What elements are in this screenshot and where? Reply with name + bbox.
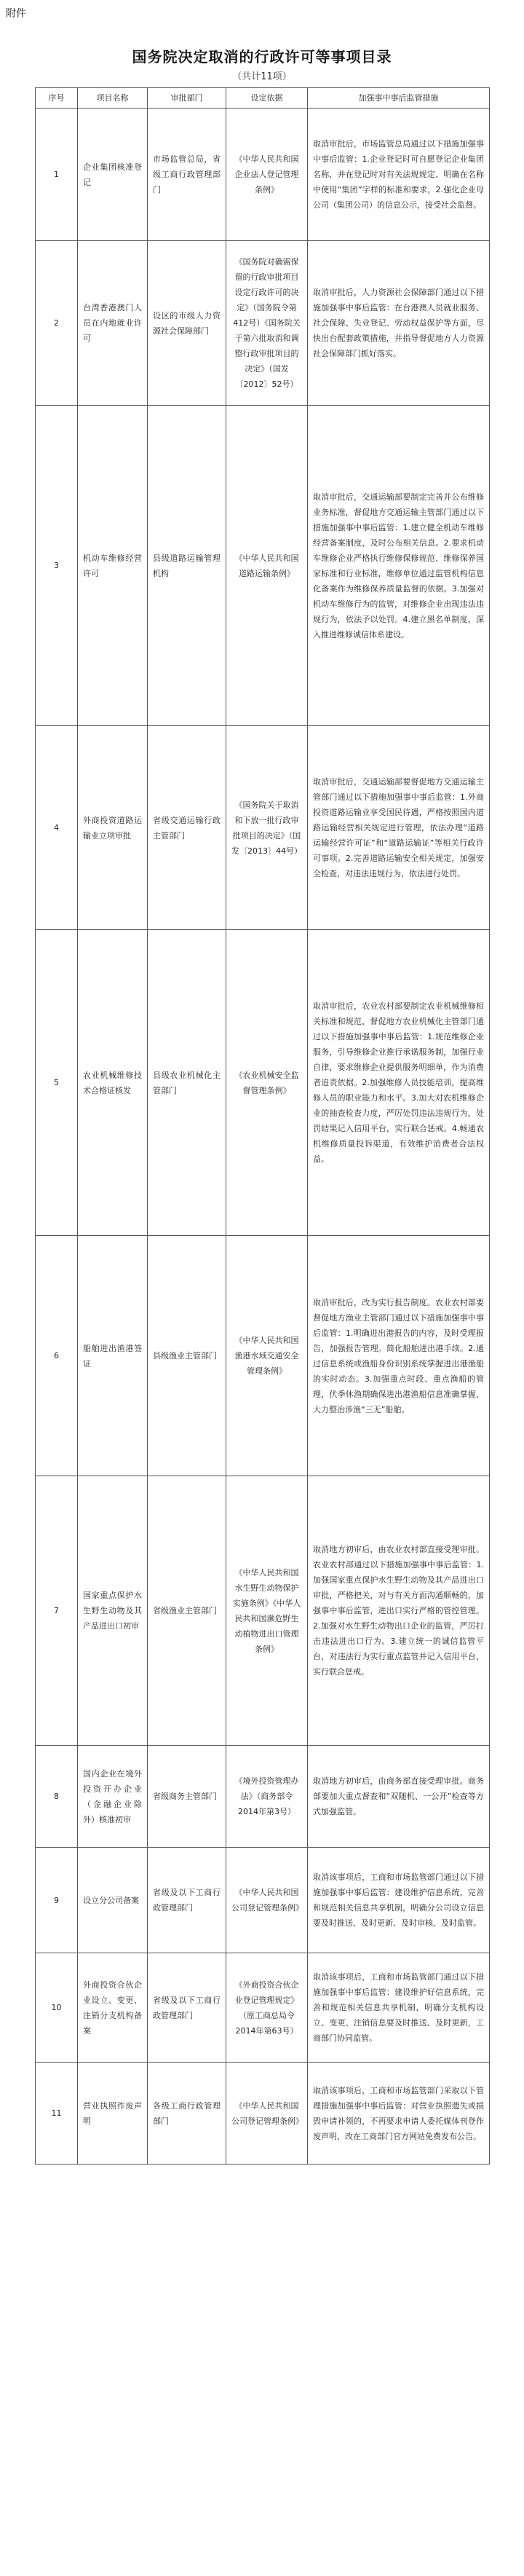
supervision-measures: 取消审批后，农业农村部要制定农业机械维修相关标准和规范，督促地方农业机械化主管部门通过以下措施加强事中事后监管：1.规范维修企业服务，引导维修企业推行承诺服务制，加强行业自律，要求维修企业提供服务明细单，作为消费者追责依据。2.加强维修人员技能培训，提高维修人员的职业能力和水平。3.加大对农机维修企业的抽查检查力度，严厉处罚违法违规行为，处罚结果记入信用平台，实行联合惩戒。4.畅通农机维修质量投诉渠道，有效维护消费者合法权益。 [308, 930, 490, 1236]
header-no: 序号 [36, 88, 78, 109]
row-number: 1 [36, 109, 78, 241]
row-number: 6 [36, 1236, 78, 1476]
table-row [36, 1848, 490, 1953]
approval-dept: 设区的市级人力资源社会保障部门 [148, 241, 226, 406]
table-row [36, 2063, 490, 2165]
row-number: 8 [36, 1746, 78, 1848]
item-name: 国内企业在境外投资开办企业（金融企业除外）核准初审 [78, 1746, 148, 1848]
item-name: 外商投资道路运输业立项审批 [78, 726, 148, 930]
approval-dept: 县级渔业主管部门 [148, 1236, 226, 1476]
legal-basis: 《中华人民共和国道路运输条例》 [226, 406, 308, 726]
row-number: 9 [36, 1848, 78, 1953]
supervision-measures: 取消地方初审后，由农业农村部直接受理审批。农业农村部通过以下措施加强事中事后监管：1.加强国家重点保护水生野生动物及其产品进出口审批，严格把关，对与有关方面沟通顺畅的，加强事中事后监管，进出口实行严格的管控管理。2.加强对水生野生动物出口企业的监管，严厉打击违法进出口行为。3.建立统一的诚信监管平台，对违法行为实行重点监管并记入信用平台，实行联合惩戒。 [308, 1476, 490, 1746]
legal-basis: 《国务院关于取消和下放一批行政审批项目的决定》（国发〔2013〕44号） [226, 726, 308, 930]
header-item-name: 项目名称 [78, 88, 148, 109]
item-name: 船舶进出渔港签证 [78, 1236, 148, 1476]
supervision-measures: 取消审批后，市场监管总局通过以下措施加强事中事后监管：1.企业登记时可自愿登记企业集团名称，并在登记时对有关法规规定、明确在名称中使用“集团”字样的标准和要求，2.强化企业母公司（集团公司）的信息公示，接受社会监督。 [308, 109, 490, 241]
item-name: 营业执照作废声明 [78, 2063, 148, 2165]
legal-basis: 《中华人民共和国渔港水域交通安全管理条例》 [226, 1236, 308, 1476]
table-row [36, 1236, 490, 1476]
item-name: 国家重点保护水生野生动物及其产品进出口初审 [78, 1476, 148, 1746]
approval-dept: 省级及以下工商行政管理部门 [148, 1953, 226, 2063]
row-number: 2 [36, 241, 78, 406]
supervision-measures: 取消审批后，交通运输部要督促地方交通运输主管部门通过以下措施加强事中事后监管：1.外商投资道路运输业享受国民待遇，严格按照国内道路运输经营相关规定进行管理，依法办理“道路运输经营许可证”和“道路运输证”等相关行政许可事项。2.完善道路运输安全相关规定，加强安全检查，对违法违规行为，依法进行处罚。 [308, 726, 490, 930]
attachment-label: 附件 [6, 8, 26, 20]
approval-dept: 各级工商行政管理部门 [148, 2063, 226, 2165]
table-row [36, 1953, 490, 2063]
row-number: 7 [36, 1476, 78, 1746]
approval-dept: 县级农业机械化主管部门 [148, 930, 226, 1236]
table-header-row [36, 88, 490, 109]
approval-dept: 市场监管总局，省级工商行政管理部门 [148, 109, 226, 241]
supervision-measures: 取消审批后，改为实行报告制度。农业农村部要督促地方渔业主管部门通过以下措施加强事中事后监管：1.明确进出港报告的内容，及时受理报告，加强报告管理。简化船舶进出港手续。2.通过信息系统或渔船身份识别系统掌握进出港渔船的实时动态。3.加强重点时段、重点渔船的管理，伏季休渔期确保进出港渔船信息准确掌握，大力整治涉渔“三无”船舶。 [308, 1236, 490, 1476]
table-row [36, 241, 490, 406]
approval-dept: 省级及以下工商行政管理部门 [148, 1848, 226, 1953]
legal-basis: 《中华人民共和国企业法人登记管理条例》 [226, 109, 308, 241]
supervision-measures: 取消该事项后，工商和市场监管部门通过以下措施加强事中事后监管：建设维护好信息系统，完善和规范相关信息共享机制，明确分支机构设立、变更、注销信息要及时推送、及时更新，工商部门协同监管。 [308, 1953, 490, 2063]
item-name: 设立分公司备案 [78, 1848, 148, 1953]
item-name: 外商投资合伙企业设立、变更、注销分支机构备案 [78, 1953, 148, 2063]
row-number: 4 [36, 726, 78, 930]
items-table [35, 87, 490, 2165]
legal-basis: 《中华人民共和国公司登记管理条例》 [226, 2063, 308, 2165]
header-approval-dept: 审批部门 [148, 88, 226, 109]
legal-basis: 《农业机械安全监督管理条例》 [226, 930, 308, 1236]
legal-basis: 《外商投资合伙企业登记管理规定》（原工商总局令2014年第63号） [226, 1953, 308, 2063]
document-title: 国务院决定取消的行政许可等事项目录 [132, 48, 392, 66]
approval-dept: 县级道路运输管理机构 [148, 406, 226, 726]
header-supervision-measures: 加强事中事后监管措施 [308, 88, 490, 109]
table-row [36, 1476, 490, 1746]
row-number: 5 [36, 930, 78, 1236]
supervision-measures: 取消审批后，人力资源社会保障部门通过以下措施加强事中事后监管：在台港澳人员就业服务、社会保障、失业登记、劳动权益保护等方面，尽快出台配套政策措施，并指导督促地方人力资源社会保障部门抓好落实。 [308, 241, 490, 406]
table-row [36, 930, 490, 1236]
legal-basis: 《国务院对确需保留的行政审批项目设定行政许可的决定》（国务院令第412号）《国务院关于第六批取消和调整行政审批项目的决定》（国发〔2012〕52号） [226, 241, 308, 406]
approval-dept: 省级渔业主管部门 [148, 1476, 226, 1746]
table-row [36, 726, 490, 930]
supervision-measures: 取消该事项后，工商和市场监管部门通过以下措施加强事中事后监管：建设维护信息系统，完善和规范相关信息共享机制，明确分公司设立信息要及时推送、及时更新、及时审核、及时监管。 [308, 1848, 490, 1953]
approval-dept: 省级商务主管部门 [148, 1746, 226, 1848]
supervision-measures: 取消该事项后，工商和市场监管部门采取以下管理措施加强事中事后监管：对营业执照遗失或损毁申请补领的，不再要求申请人委托媒体刊登作废声明，改在工商部门官方网站免费发布公告。 [308, 2063, 490, 2165]
table-row [36, 1746, 490, 1848]
item-name: 机动车维修经营许可 [78, 406, 148, 726]
row-number: 10 [36, 1953, 78, 2063]
header-legal-basis: 设定依据 [226, 88, 308, 109]
legal-basis: 《境外投资管理办法》（商务部令2014年第3号） [226, 1746, 308, 1848]
document-subtitle: （共计11项） [232, 71, 292, 82]
table-row [36, 109, 490, 241]
table-row [36, 406, 490, 726]
legal-basis: 《中华人民共和国水生野生动物保护实施条例》《中华人民共和国濒危野生动植物进出口管理条例》 [226, 1476, 308, 1746]
approval-dept: 省级交通运输行政主管部门 [148, 726, 226, 930]
supervision-measures: 取消审批后，交通运输部要制定完善并公布维修业务标准，督促地方交通运输主管部门通过以下措施加强事中事后监管：1.建立健全机动车维修经营备案制度，及时公布相关信息。2.要求机动车维修企业严格执行维修保修规范、维修保养国家标准和行业标准，维修单位通过监管机构信息化备案作为维修保养质量监督的依据。3.加强对机动车维修行为的监管，对维修企业出现违法违规行为，依法予以处罚。4.建立黑名单制度，深入推进维修诚信体系建设。 [308, 406, 490, 726]
row-number: 3 [36, 406, 78, 726]
item-name: 农业机械维修技术合格证核发 [78, 930, 148, 1236]
item-name: 企业集团核准登记 [78, 109, 148, 241]
item-name: 台湾香港澳门人员在内地就业许可 [78, 241, 148, 406]
supervision-measures: 取消地方初审后，由商务部直接受理审批。商务部要加大重点督查和“双随机、一公开”检查等方式加强监管。 [308, 1746, 490, 1848]
row-number: 11 [36, 2063, 78, 2165]
legal-basis: 《中华人民共和国公司登记管理条例》 [226, 1848, 308, 1953]
